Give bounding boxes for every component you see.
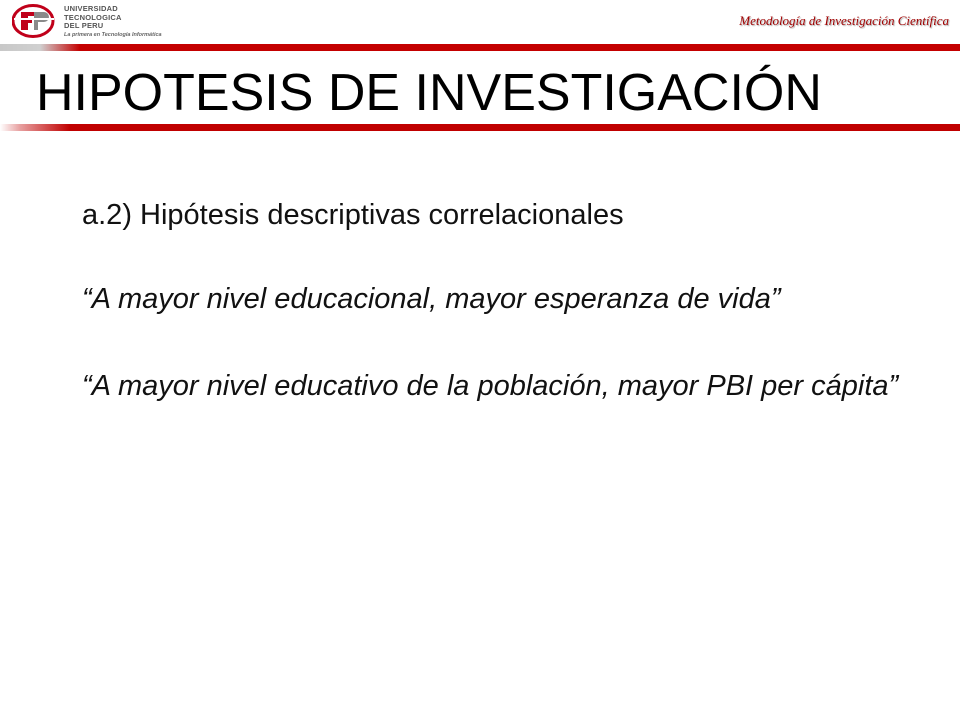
logo-line: TECNOLOGICA <box>64 12 122 22</box>
hypothesis-quote: “A mayor nivel educativo de la población, mayor PBI per cápita” <box>82 370 899 402</box>
university-logo <box>12 4 162 40</box>
title-underline <box>0 124 960 131</box>
slide-title: HIPOTESIS DE INVESTIGACIÓN <box>36 64 822 122</box>
logo-text <box>64 5 164 38</box>
utp-logo-icon <box>12 4 60 38</box>
hypothesis-quote: “A mayor nivel educacional, mayor esperanza de vida” <box>82 283 781 315</box>
logo-line: UNIVERSIDAD <box>64 4 118 13</box>
logo-tagline: La primera en Tecnología Informática <box>64 31 162 38</box>
course-subtitle: Metodología de Investigación Científica <box>739 13 949 28</box>
logo-line: DEL PERU <box>64 21 104 30</box>
section-heading: a.2) Hipótesis descriptivas correlacionales <box>82 199 624 231</box>
slide-body <box>82 193 902 451</box>
header-divider <box>0 44 960 51</box>
